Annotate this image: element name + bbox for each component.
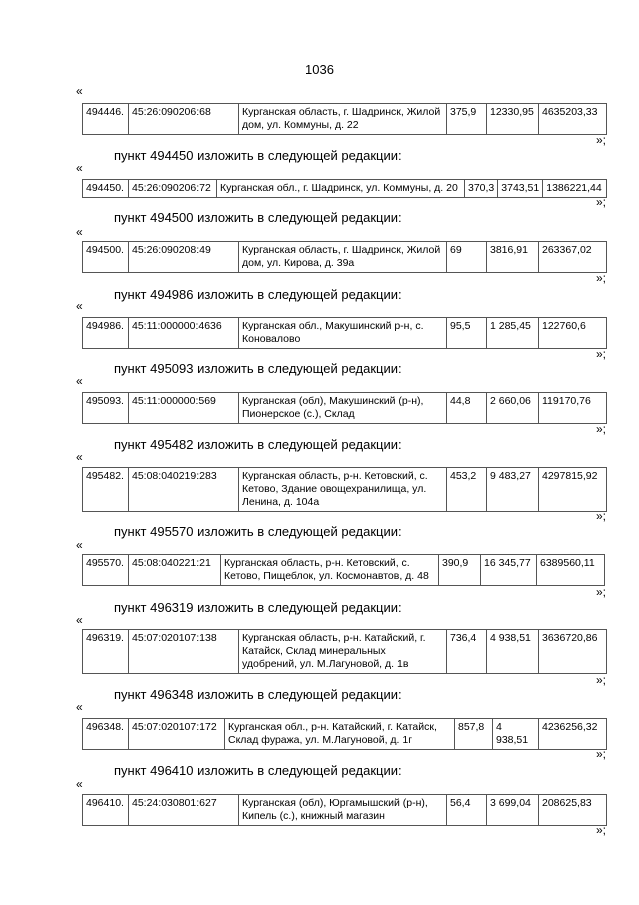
address: Курганская обл., р-н. Катайский, г. Катайск, Склад фуража, ул. М.Лагуновой, д. 1г [225,719,455,750]
address: Курганская область, г. Шадринск, Жилой дом, ул. Коммуны, д. 22 [239,104,447,135]
cadastral-value: 263367,02 [539,242,607,273]
registry-row-table [82,241,607,273]
rate: 3743,51 [498,180,543,198]
address: Курганская область, г. Шадринск, Жилой дом, ул. Кирова, д. 39а [239,242,447,273]
cadastral-number: 45:11:000000:569 [129,393,239,424]
cadastral-number: 45:07:020107:172 [129,719,225,750]
cadastral-number: 45:08:040219:283 [129,468,239,512]
registry-row-table [82,629,607,674]
registry-row-table [82,317,607,349]
table-row [83,318,607,349]
cadastral-value: 4297815,92 [539,468,607,512]
table-row [83,242,607,273]
table-row [83,468,607,512]
cadastral-value: 6389560,11 [537,555,605,586]
quote-close: »; [596,195,607,209]
quote-open: « [76,538,83,552]
cadastral-number: 45:08:040221:21 [129,555,221,586]
address: Курганская область, р-н. Кетовский, с. Кетово, Пищеблок, ул. Космонавтов, д. 48 [221,555,439,586]
quote-close: »; [596,271,607,285]
address: Курганская обл., г. Шадринск, ул. Коммуны, д. 20 [217,180,465,198]
address: Курганская (обл), Юргамышский (р-н), Кипель (с.), книжный магазин [239,795,447,826]
table-row [83,393,607,424]
item-number: 496410. [83,795,129,826]
cadastral-value: 4635203,33 [539,104,607,135]
table-row [83,795,607,826]
address: Курганская обл., Макушинский р-н, с. Коновалово [239,318,447,349]
area: 736,4 [447,630,487,674]
quote-open: « [76,84,83,98]
cadastral-value: 3636720,86 [539,630,607,674]
rate: 3816,91 [487,242,539,273]
amendment-heading: пункт 495482 изложить в следующей редакции: [114,437,402,452]
item-number: 495482. [83,468,129,512]
address: Курганская (обл), Макушинский (р-н), Пионерское (с.), Склад [239,393,447,424]
area: 370,3 [465,180,498,198]
area: 390,9 [439,555,481,586]
quote-close: »; [596,509,607,523]
amendment-heading: пункт 494500 изложить в следующей редакции: [114,210,402,225]
rate: 4 938,51 [493,719,539,750]
registry-row-table [82,718,607,750]
area: 375,9 [447,104,487,135]
quote-open: « [76,374,83,388]
quote-open: « [76,161,83,175]
cadastral-number: 45:07:020107:138 [129,630,239,674]
quote-close: »; [596,347,607,361]
registry-row-table [82,179,607,198]
page-number: 1036 [305,62,334,77]
quote-open: « [76,225,83,239]
quote-open: « [76,450,83,464]
rate: 2 660,06 [487,393,539,424]
area: 857,8 [455,719,493,750]
rate: 3 699,04 [487,795,539,826]
area: 44,8 [447,393,487,424]
amendment-heading: пункт 496410 изложить в следующей редакции: [114,763,402,778]
rate: 12330,95 [487,104,539,135]
quote-close: »; [596,422,607,436]
quote-open: « [76,613,83,627]
amendment-heading: пункт 496319 изложить в следующей редакции: [114,600,402,615]
cadastral-value: 122760,6 [539,318,607,349]
amendment-heading: пункт 495093 изложить в следующей редакции: [114,361,402,376]
cadastral-number: 45:26:090208:49 [129,242,239,273]
quote-close: »; [596,673,607,687]
item-number: 495570. [83,555,129,586]
quote-close: »; [596,823,607,837]
cadastral-number: 45:24:030801:627 [129,795,239,826]
cadastral-number: 45:26:090206:72 [129,180,217,198]
quote-close: »; [596,747,607,761]
amendment-heading: пункт 494450 изложить в следующей редакции: [114,148,402,163]
amendment-heading: пункт 495570 изложить в следующей редакции: [114,524,402,539]
amendment-heading: пункт 496348 изложить в следующей редакции: [114,687,402,702]
cadastral-value: 4236256,32 [539,719,607,750]
rate: 9 483,27 [487,468,539,512]
table-row [83,104,607,135]
registry-row-table [82,554,605,586]
item-number: 496348. [83,719,129,750]
area: 95,5 [447,318,487,349]
address: Курганская область, р-н. Кетовский, с. Кетово, Здание овощехранилища, ул. Ленина, д. 104а [239,468,447,512]
cadastral-number: 45:11:000000:4636 [129,318,239,349]
cadastral-value: 208625,83 [539,795,607,826]
quote-close: »; [596,585,607,599]
registry-row-table [82,794,607,826]
cadastral-number: 45:26:090206:68 [129,104,239,135]
table-row [83,719,607,750]
item-number: 494446. [83,104,129,135]
amendment-heading: пункт 494986 изложить в следующей редакции: [114,287,402,302]
registry-row-table [82,392,607,424]
quote-open: « [76,299,83,313]
quote-open: « [76,700,83,714]
table-row [83,630,607,674]
address: Курганская область, р-н. Катайский, г. Катайск, Склад минеральных удобрений, ул. М.Лагуновой, д. 1в [239,630,447,674]
rate: 1 285,45 [487,318,539,349]
cadastral-value: 1386221,44 [543,180,607,198]
table-row [83,555,605,586]
cadastral-value: 119170,76 [539,393,607,424]
item-number: 495093. [83,393,129,424]
item-number: 494500. [83,242,129,273]
table-row [83,180,607,198]
registry-row-table [82,103,607,135]
item-number: 494450. [83,180,129,198]
item-number: 494986. [83,318,129,349]
area: 56,4 [447,795,487,826]
area: 453,2 [447,468,487,512]
item-number: 496319. [83,630,129,674]
rate: 4 938,51 [487,630,539,674]
registry-row-table [82,467,607,512]
quote-close: »; [596,133,607,147]
quote-open: « [76,777,83,791]
area: 69 [447,242,487,273]
rate: 16 345,77 [481,555,537,586]
